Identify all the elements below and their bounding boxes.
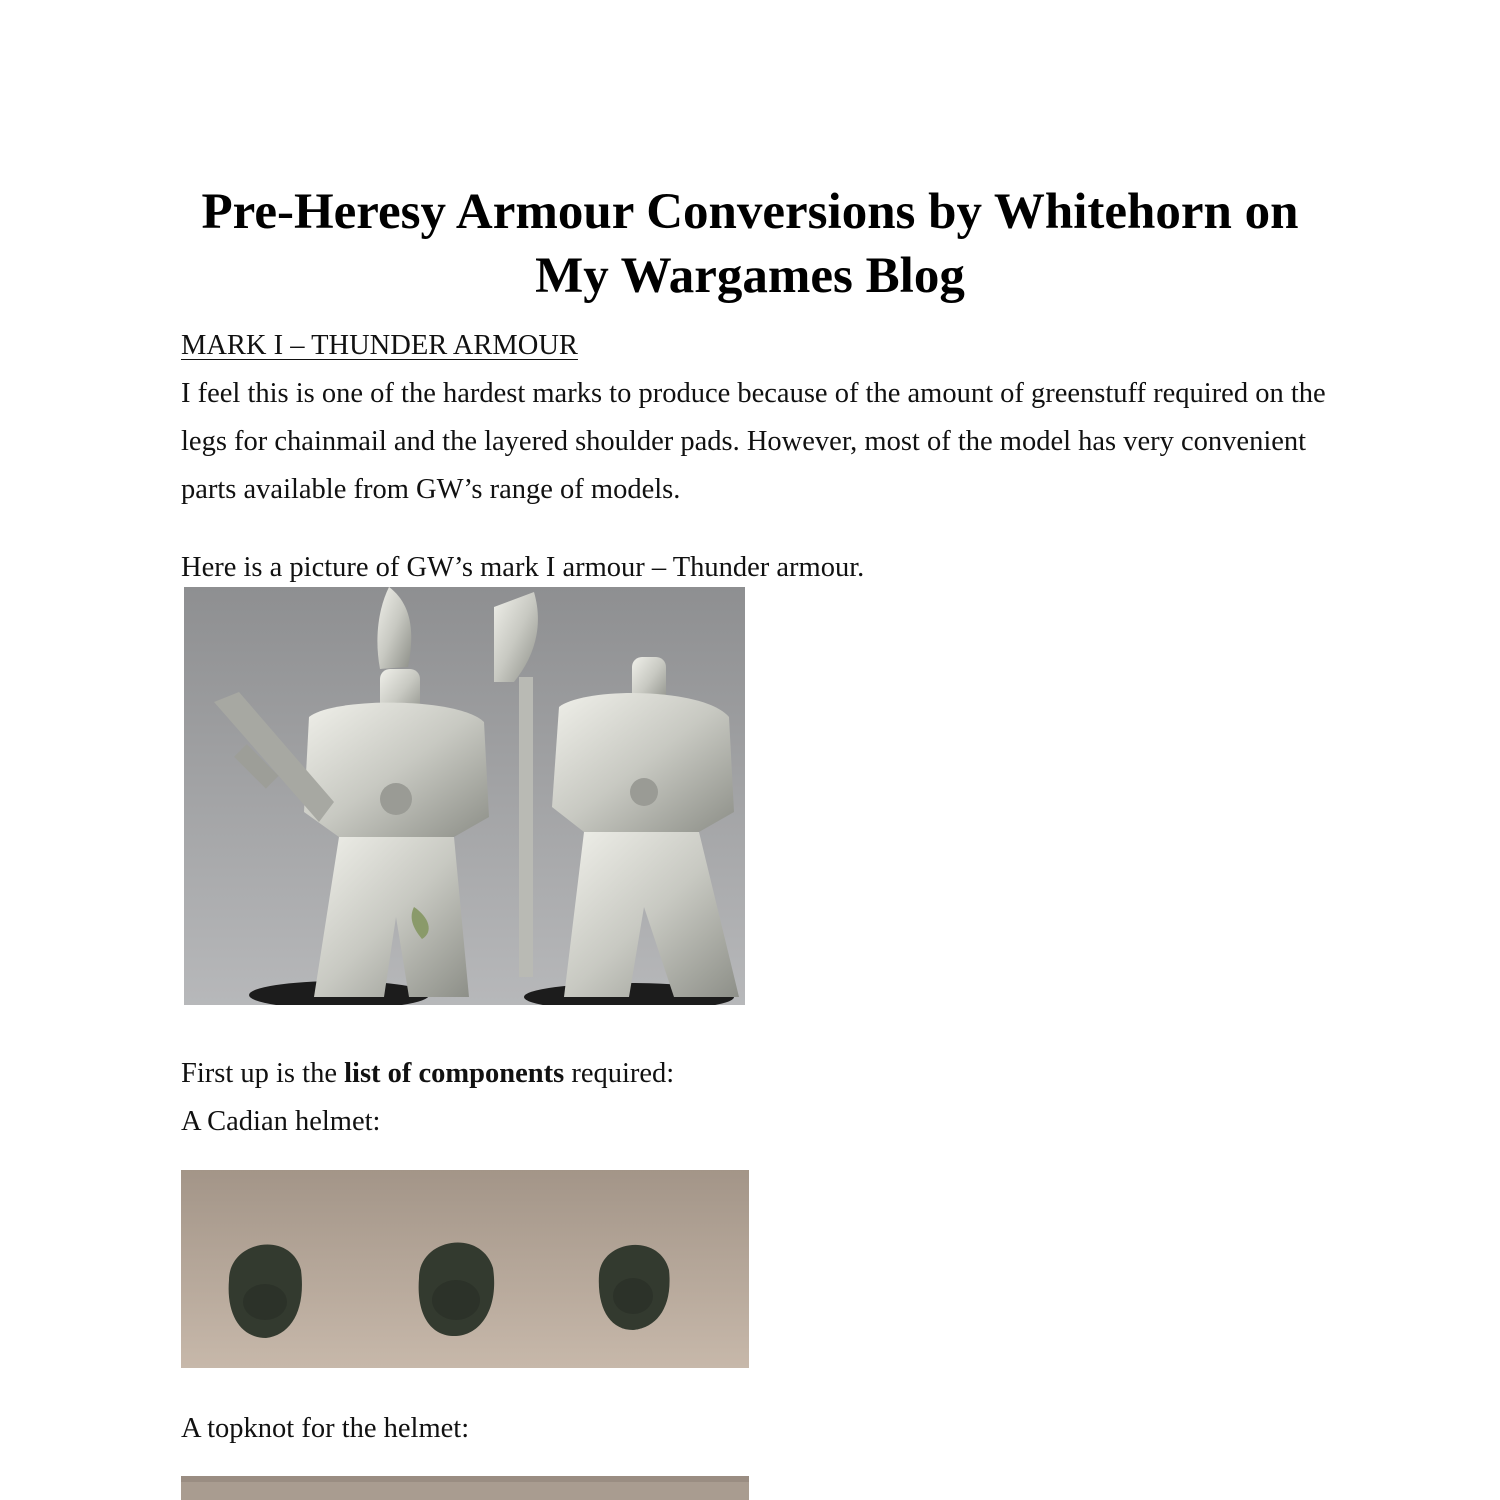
page-title (150, 180, 1350, 308)
page-title-line-1: Pre-Heresy Armour Conversions by Whitehorn on (201, 184, 1299, 240)
components-prefix: First up is the (181, 1058, 337, 1089)
thunder-armour-photo (184, 587, 745, 1005)
topknot-label: A topknot for the helmet: (181, 1413, 470, 1444)
topknot-photo (181, 1476, 749, 1500)
components-suffix: required: (571, 1058, 675, 1089)
cadian-helmets-photo (181, 1170, 749, 1368)
thunder-armour-illustration (184, 587, 745, 1005)
section-heading: MARK I – THUNDER ARMOUR (181, 330, 578, 361)
cadian-helmets-illustration (181, 1170, 749, 1368)
page-title-line-2: My Wargames Blog (535, 248, 965, 304)
intro-paragraph: I feel this is one of the hardest marks to produce because of the amount of greenstuff required on the legs for chainmail and the layered shoulder pads. However, most of the model has very convenient parts available from GW’s range of models. (181, 378, 1326, 505)
helmet-label: A Cadian helmet: (181, 1106, 381, 1137)
components-intro (181, 1050, 674, 1098)
picture-caption: Here is a picture of GW’s mark I armour – Thunder armour. (181, 552, 865, 583)
topknot-illustration (181, 1476, 749, 1500)
components-bold: list of components (344, 1058, 565, 1089)
